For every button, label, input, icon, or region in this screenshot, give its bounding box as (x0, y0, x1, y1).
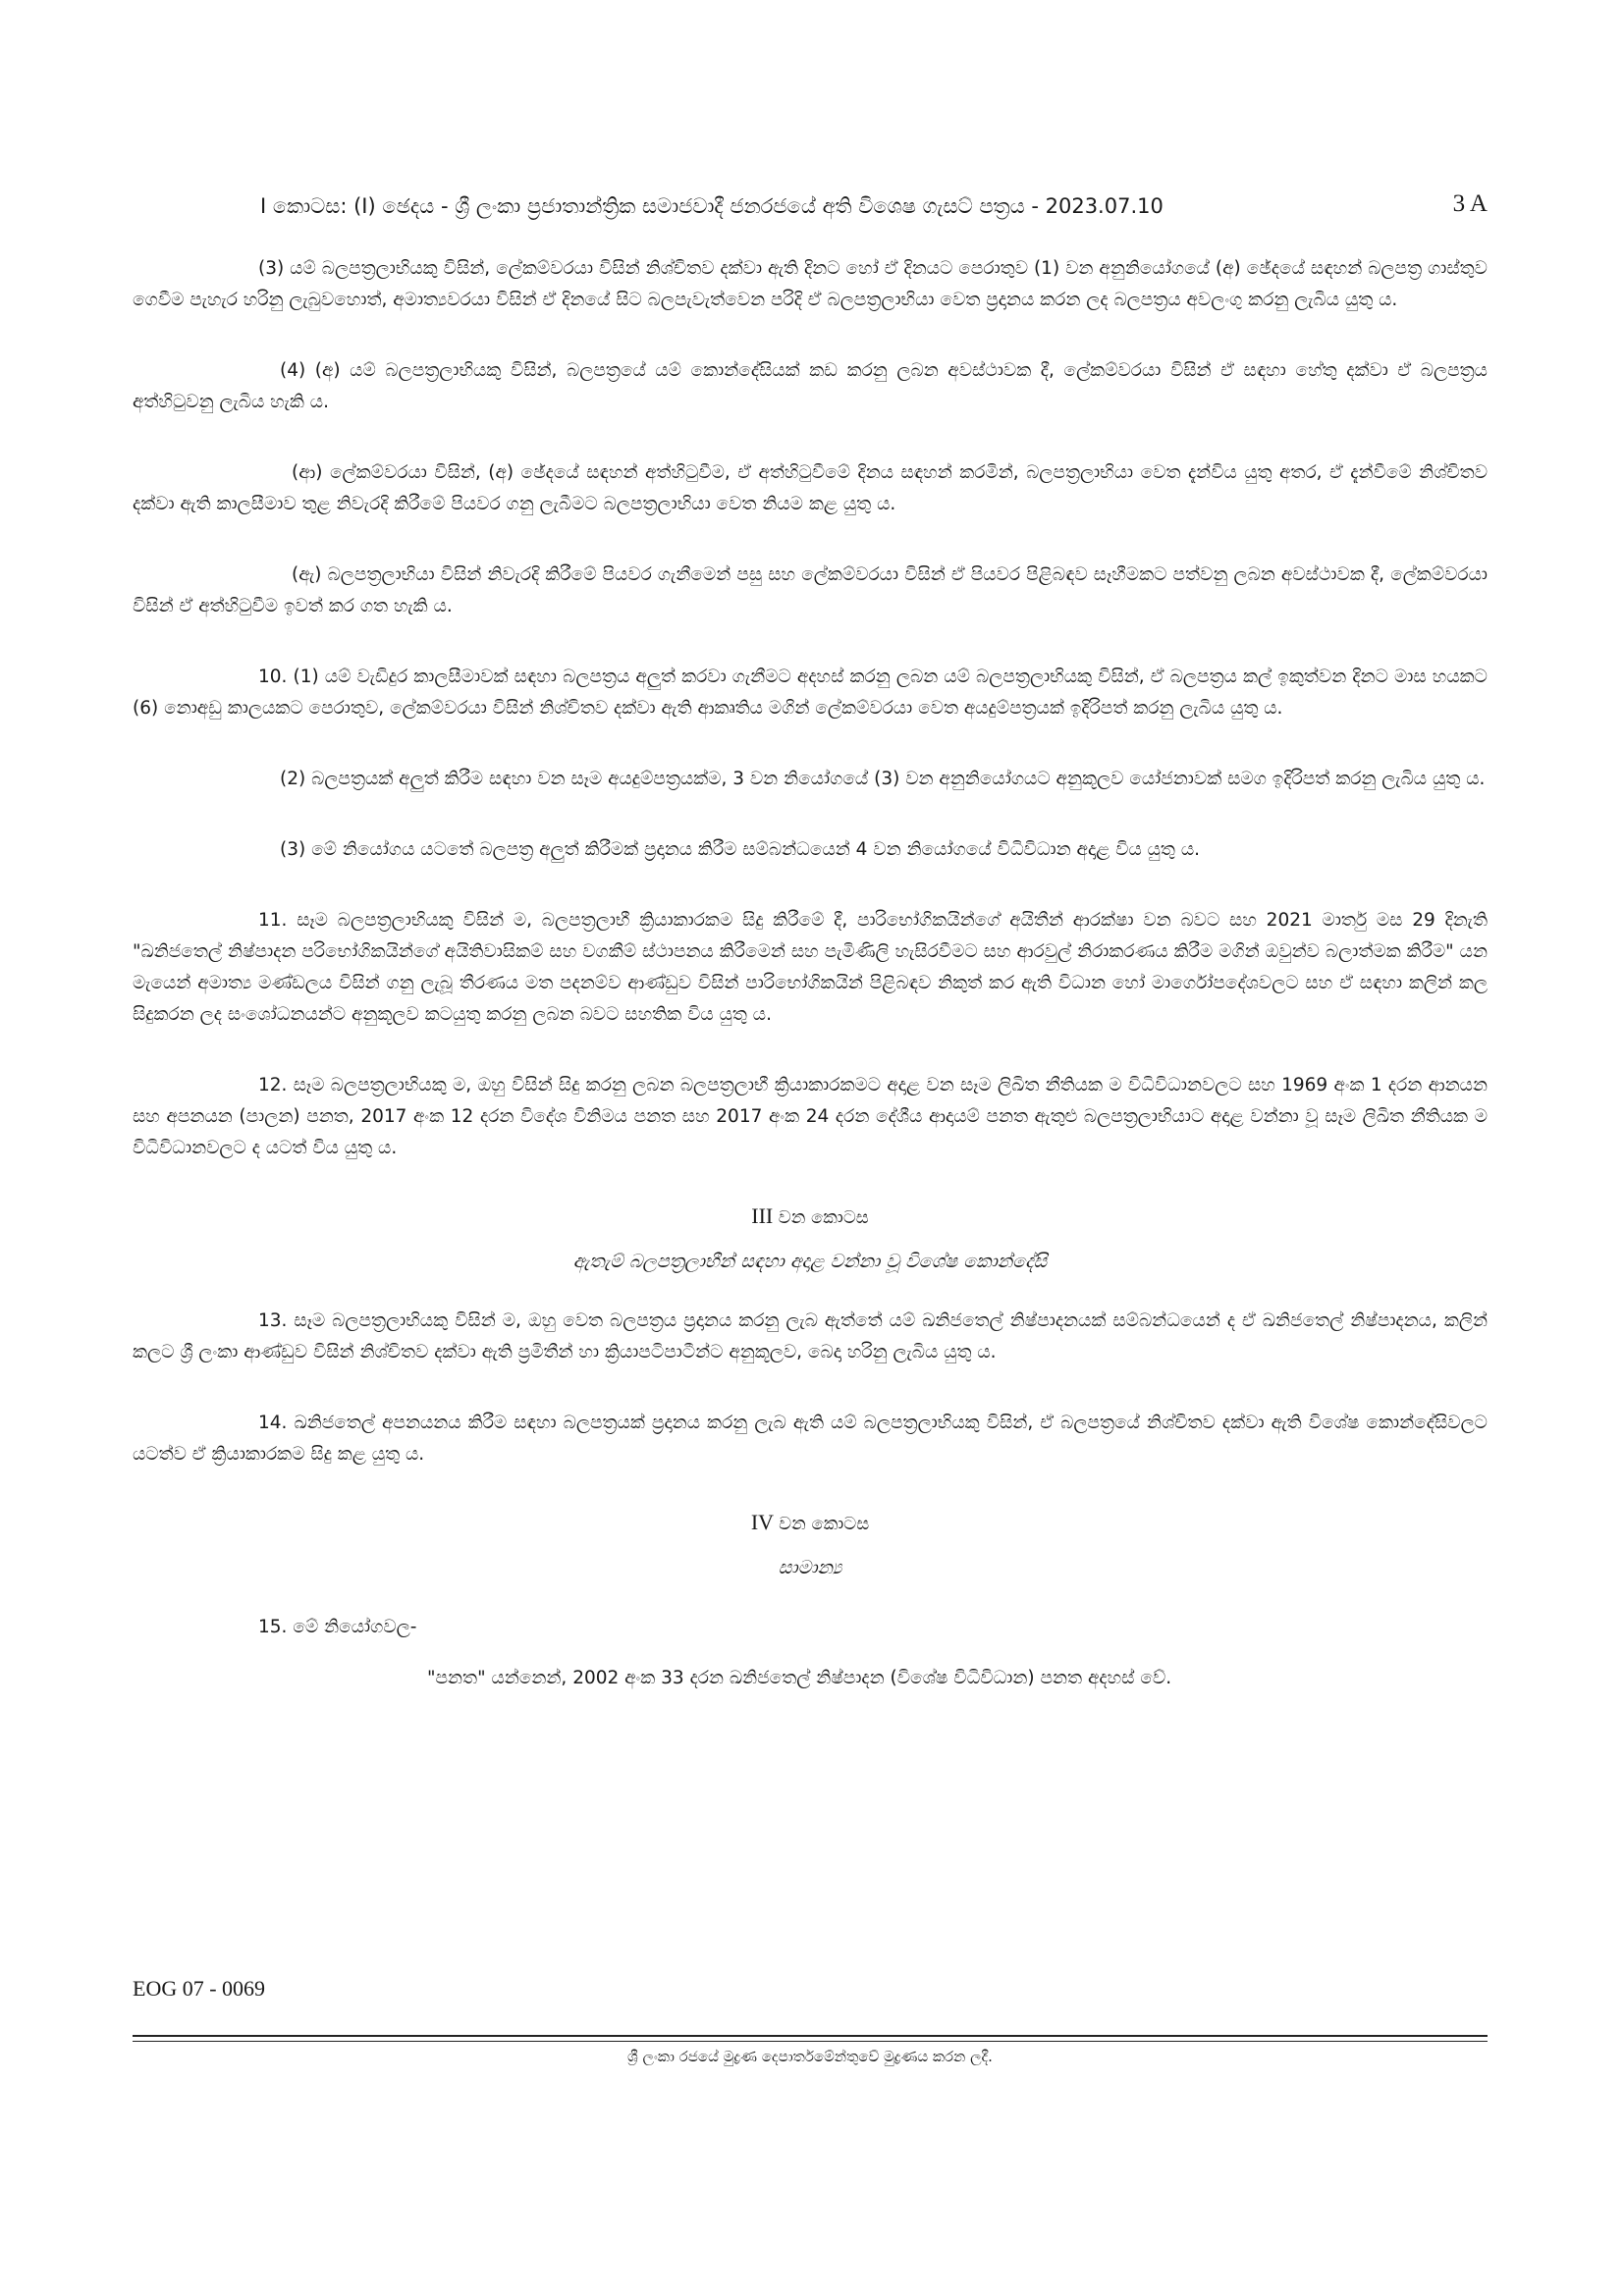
page-header (133, 190, 1488, 234)
page-number: 3 A (1452, 190, 1488, 217)
printer-imprint: ශ්‍රී ලංකා රජයේ මුද්‍රණ දෙපාර්තමේන්තුවේ මුද්‍රණය කරන ලදී. (627, 2048, 993, 2065)
paragraph-12: 12. සෑම බලපත්‍රලාභියකු ම, ඔහු විසින් සිදු කරනු ලබන බලපත්‍රලාභී ක්‍රියාකාරකමට අදාළ වන සෑම ලිඛිත නීතියක ම විධිවිධානවලට සහ 1969 අංක 1 දරන ආනයන සහ අපනයන (පාලන) පනත, 2017 අංක 12 දරන විදේශ විනිමය පනත සහ 2017 අංක 24 දරන දේශීය ආදායම් පනත ඇතුළු බලපත්‍රලාභියාට අදාළ වන්නා වූ සෑම ලිඛිත නීතියක ම විධිවිධානවලට ද යටත් විය යුතු ය. (133, 1075, 1488, 1158)
paragraph-15-intro: 15. මේ නියෝගවල- (258, 1617, 417, 1637)
definition-act: "පනත" යන්නෙන්, 2002 අංක 33 දරන ඛනිජතෙල් නිෂ්පාදන (විශේෂ විධිවිධාන) පනත අදහස් වේ. (427, 1668, 1172, 1688)
paragraph-9-4-ae: (ඇ) බලපත්‍රලාභියා විසින් නිවැරදි කිරීමේ පියවර ගැනීමෙන් පසු සහ ලේකම්වරයා විසින් ඒ පියවර පිළිබඳව සෑහීමකට පත්වනු ලබන අවස්ථාවක දී, ලේකම්වරයා විසින් ඒ අත්හිටුවීම ඉවත් කර ගත හැකි ය. (133, 564, 1488, 616)
part-4-word: වන කොටස (779, 1514, 870, 1534)
reference-code: EOG 07 - 0069 (133, 1976, 266, 2001)
paragraph-10-2: (2) බලපත්‍රයක් අලුත් කිරීම සඳහා වන සෑම අයදුම්පත්‍රයක්ම, 3 වන නියෝගයේ (3) වන අනුනියෝගයට අනුකූලව යෝජනාවක් සමග ඉදිරිපත් කරනු ලැබිය යුතු ය. (280, 769, 1486, 789)
paragraph-10-3: (3) මේ නියෝගය යටතේ බලපත්‍ර අලුත් කිරීමක් ප්‍රදානය කිරීම සම්බන්ධයෙන් 4 වන නියෝගයේ විධිවිධාන අදාළ විය යුතු ය. (280, 839, 1201, 860)
part-4-heading (133, 1510, 1488, 1535)
paragraph-11: 11. සෑම බලපත්‍රලාභියකු විසින් ම, බලපත්‍රලාභී ක්‍රියාකාරකම සිදු කිරීමේ දී, පාරිභෝගිකයින්ගේ අයිතීන් ආරක්ෂා වන බවට සහ 2021 මාර්තු මස 29 දිනැති "ඛනිජතෙල් නිෂ්පාදන පරිභෝගිකයින්ගේ අයිතිවාසිකම් සහ වගකීම් ස්ථාපනය කිරීමෙන් සහ පැමිණිලි හැසිරවීමට සහ ආරවුල් නිරාකරණය කිරීම මගින් ඔවුන්ව බලාත්මක කිරීම" යන මැයෙන් අමාත්‍ය මණ්ඩලය විසින් ගනු ලැබූ තීරණය මත පදනම්ව ආණ්ඩුව විසින් පාරිභෝගිකයින් පිළිබඳව නිකුත් කර ඇති විධාන හෝ මාර්ගෝපදේශවලට සහ ඒ සඳහා කලින් කල සිදුකරන ලද සංශෝධනයන්ට අනුකූලව කටයුතු කරනු ලබන බවට සහතික විය යුතු ය. (133, 910, 1488, 1025)
part-3-heading (133, 1203, 1488, 1229)
part-3-subheading: ඇතැම් බලපත්‍රලාභීන් සඳහා අදාළ වන්නා වූ විශේෂ කොන්දේසි (572, 1251, 1048, 1272)
part-4-subheading: සාමාන්‍ය (778, 1557, 842, 1578)
document-body (133, 253, 1488, 1724)
paragraph-9-4-aa: (ආ) ලේකම්වරයා විසින්, (අ) ඡේදයේ සඳහන් අත්හිටුවීම, ඒ අත්හිටුවීමේ දිනය සඳහන් කරමින්, බලපත්‍රලාභියා වෙත දැන්විය යුතු අතර, ඒ දැන්වීමේ නිශ්චිතව දක්වා ඇති කාලසීමාව තුළ නිවැරදි කිරීමේ පියවර ගනු ලැබීමට බලපත්‍රලාභියා වෙත නියම කළ යුතු ය. (133, 462, 1488, 514)
part-3-number: III (751, 1203, 774, 1228)
part-4-number: IV (750, 1510, 774, 1534)
footer-rule (133, 2035, 1488, 2037)
paragraph-9-3: (3) යම් බලපත්‍රලාභියකු විසින්, ලේකම්වරයා විසින් නිශ්චිතව දක්වා ඇති දිනට හෝ ඒ දිනයට පෙරාතුව (1) වන අනුනියෝගයේ (අ) ඡේදයේ සඳහන් බලපත්‍ර ගාස්තුව ගෙවීම පැහැර හරිනු ලැබුවහොත්, අමාත්‍යවරයා විසින් ඒ දිනයේ සිට බලපැවැත්වෙන පරිදි ඒ බලපත්‍රලාභියා වෙත ප්‍රදානය කරන ලද බලපත්‍රය අවලංගු කරනු ලැබිය යුතු ය. (133, 258, 1488, 310)
paragraph-13: 13. සෑම බලපත්‍රලාභියකු විසින් ම, ඔහු වෙත බලපත්‍රය ප්‍රදානය කරනු ලැබ ඇත්තේ යම් ඛනිජතෙල් නිෂ්පාදනයක් සම්බන්ධයෙන් ද ඒ ඛනිජතෙල් නිෂ්පාදනය, කලින් කලට ශ්‍රී ලංකා ආණ්ඩුව විසින් නිශ්චිතව දක්වා ඇති ප්‍රමිතීන් හා ක්‍රියාපටිපාටීන්ට අනුකූලව, බෙදා හරිනු ලැබිය යුතු ය. (133, 1310, 1488, 1362)
footer-rule-thin (133, 2041, 1488, 2042)
header-title: I කොටස: (I) ඡෙදය - ශ්‍රී ලංකා ප්‍රජාතාන්ත්‍රික සමාජවාදී ජනරජයේ අති විශෙෂ ගැසට් පත්‍රය - 2023.07.10 (260, 194, 1164, 218)
part-3-word: වන කොටස (778, 1207, 869, 1228)
paragraph-14: 14. ඛනිජතෙල් අපනයනය කිරීම සඳහා බලපත්‍රයක් ප්‍රදානය කරනු ලැබ ඇති යම් බලපත්‍රලාභියකු විසින්, ඒ බලපත්‍රයේ නිශ්චිතව දක්වා ඇති විශේෂ කොන්දේසිවලට යටත්ව ඒ ක්‍රියාකාරකම සිදු කළ යුතු ය. (133, 1413, 1488, 1465)
paragraph-10-1: 10. (1) යම් වැඩිදුර කාලසීමාවක් සඳහා බලපත්‍රය අලුත් කරවා ගැනීමට අදහස් කරනු ලබන යම් බලපත්‍රලාභියකු විසින්, ඒ බලපත්‍රය කල් ඉකුත්වන දිනට මාස හයකට (6) නොඅඩු කාලයකට පෙරාතුව, ලේකම්වරයා විසින් නිශ්චිතව දක්වා ඇති ආකෘතිය මගින් ලේකම්වරයා වෙත අයදුම්පත්‍රයක් ඉදිරිපත් කරනු ලැබිය යුතු ය. (133, 667, 1488, 719)
paragraph-9-4-a: (4) (අ) යම් බලපත්‍රලාභියකු විසින්, බලපත්‍රයේ යම් කොන්දේසියක් කඩ කරනු ලබන අවස්ථාවක දී, ලේකම්වරයා විසින් ඒ සඳහා හේතු දක්වා ඒ බලපත්‍රය අත්හිටුවනු ලැබිය හැකි ය. (133, 360, 1488, 412)
